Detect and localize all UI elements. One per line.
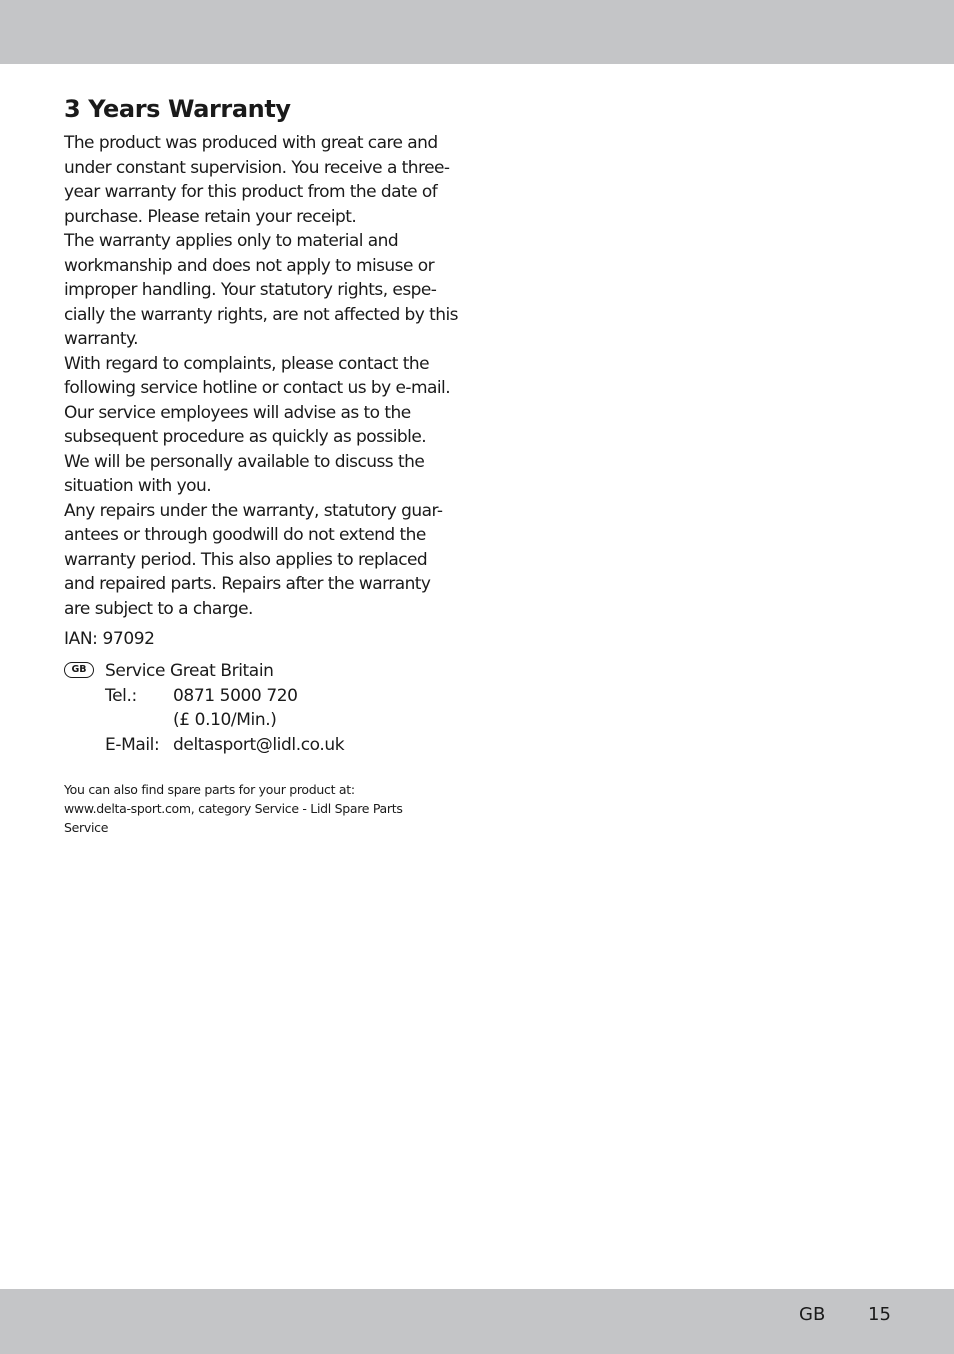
text-line: You can also find spare parts for your product at:	[64, 782, 355, 797]
text-line: With regard to complaints, please contact the	[64, 353, 429, 374]
text-line: antees or through goodwill do not extend the	[64, 525, 426, 545]
footer-language: GB	[799, 1304, 826, 1325]
tel-rate: (£ 0.10/Min.)	[173, 710, 277, 730]
text-line: under constant supervision. You receive a three-	[64, 157, 450, 178]
text-line: workmanship and does not apply to misuse or	[64, 255, 435, 276]
paragraph	[64, 229, 464, 352]
text-line: year warranty for this product from the date of	[64, 182, 438, 202]
text-line: We will be personally available to discuss the	[64, 451, 425, 472]
email-label: E-Mail:	[105, 734, 160, 755]
tel-label: Tel.:	[105, 685, 137, 706]
text-line: warranty period. This also applies to replaced	[64, 549, 428, 570]
text-line: cially the warranty rights, are not affected by this	[64, 304, 458, 325]
paragraph	[64, 499, 464, 622]
text-line: www.delta-sport.com, category Service - Lidl Spare Parts	[64, 801, 403, 816]
text-line: subsequent procedure as quickly as possible.	[64, 427, 427, 447]
service-title: Service Great Britain	[105, 661, 274, 681]
text-line: following service hotline or contact us by e-mail.	[64, 378, 451, 398]
page-number: 15	[868, 1304, 891, 1325]
spare-parts-note	[64, 780, 403, 837]
text-line: Service	[64, 820, 109, 835]
text-line: The product was produced with great care and	[64, 133, 438, 153]
text-line: are subject to a charge.	[64, 598, 253, 619]
text-line: and repaired parts. Repairs after the warranty	[64, 574, 431, 594]
tel-value: 0871 5000 720	[173, 685, 298, 706]
paragraph	[64, 352, 464, 499]
country-badge-icon: GB	[64, 662, 94, 678]
text-line: The warranty applies only to material and	[64, 231, 399, 251]
email-value[interactable]: deltasport@lidl.co.uk	[173, 734, 345, 755]
text-line: improper handling. Your statutory rights, espe-	[64, 280, 437, 300]
text-line: Any repairs under the warranty, statutory guar-	[64, 500, 443, 521]
paragraph	[64, 131, 464, 229]
text-line: warranty.	[64, 329, 138, 349]
text-line: purchase. Please retain your receipt.	[64, 206, 357, 227]
ian-number: IAN: 97092	[64, 629, 155, 649]
header-band	[0, 0, 954, 64]
text-line: situation with you.	[64, 476, 212, 496]
warranty-body	[64, 131, 464, 621]
page-title: 3 Years Warranty	[64, 95, 291, 123]
text-line: Our service employees will advise as to the	[64, 402, 411, 423]
